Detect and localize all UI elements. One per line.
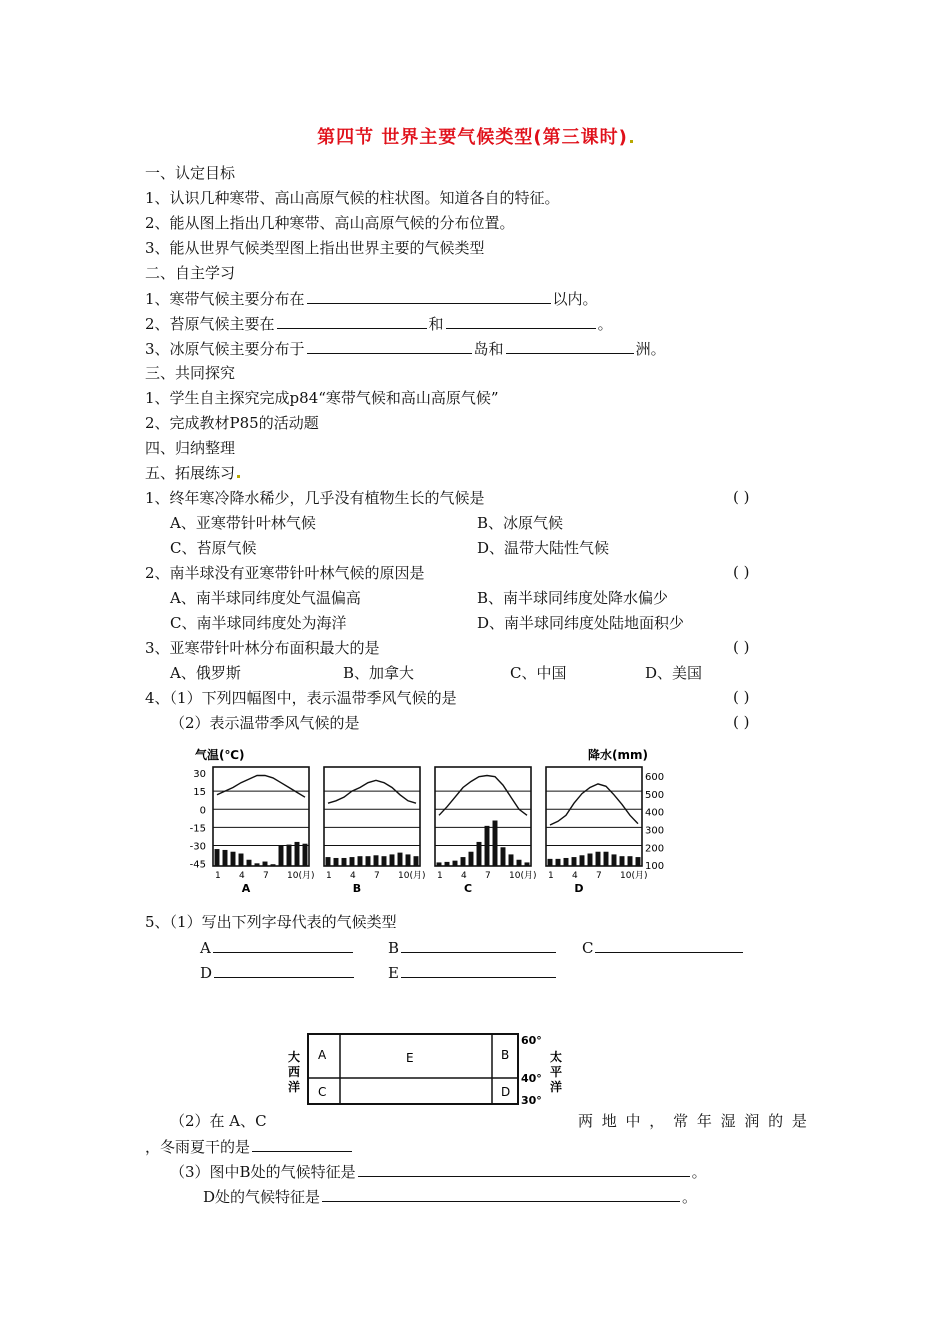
option: C、苔原气候 (170, 539, 257, 557)
climate-chart-B (324, 767, 425, 895)
question-5-part-3: （3）图中B处的气候特征是 。 (170, 1163, 707, 1181)
ocean-label: 西 (288, 1065, 301, 1079)
temp-tick-label: -30 (190, 841, 206, 853)
precip-bar (437, 862, 442, 866)
option: A、亚寒带针叶林气候 (170, 514, 316, 532)
chart-frame (546, 767, 642, 866)
precip-bar (596, 852, 601, 866)
cell-E: E (406, 1051, 414, 1065)
q-text: 洲。 (635, 340, 666, 358)
month-tick: 4 (461, 871, 467, 881)
option: B、加拿大 (343, 664, 415, 682)
precip-bar (334, 858, 339, 866)
lat-40: 40° (521, 1072, 542, 1085)
month-tick: 7 (374, 871, 380, 881)
precip-bar (366, 856, 371, 866)
answer-blank[interactable] (595, 937, 743, 953)
precip-bar (453, 861, 458, 866)
cell-A: A (318, 1048, 327, 1062)
climate-charts (190, 742, 670, 902)
question-5-part-2-line2: ，冬雨夏干的是 (145, 1136, 354, 1157)
climate-chart-A (213, 767, 314, 895)
cell-C: C (318, 1085, 327, 1099)
climate-chart-C (435, 767, 536, 895)
temp-tick-label: -15 (190, 823, 206, 835)
precip-bar (358, 856, 363, 866)
precip-bar (342, 858, 347, 866)
temp-tick-label: -45 (190, 859, 206, 871)
answer-blank[interactable] (213, 937, 353, 953)
answer-blank[interactable] (358, 1161, 690, 1177)
panel-label: A (241, 882, 251, 895)
precip-bar (509, 854, 514, 866)
precip-bar (493, 821, 498, 866)
precip-bar (398, 853, 403, 866)
goal-item-3: 3、能从世界气候类型图上指出世界主要的气候类型 (145, 239, 485, 257)
answer-B: B (388, 937, 558, 958)
answer-blank[interactable] (401, 937, 556, 953)
q-text: 2、苔原气候主要在 (145, 315, 275, 333)
precip-tick-label: 200 (645, 843, 665, 855)
climate-chart-D (546, 767, 647, 895)
answer-paren[interactable]: ( ) (733, 688, 750, 706)
section-4-heading: 四、归纳整理 (145, 439, 236, 457)
month-tick: 10(月) (509, 871, 537, 881)
left-axis-label: 气温(℃) (195, 748, 245, 762)
option: C、中国 (510, 664, 567, 682)
month-tick: 1 (326, 871, 332, 881)
option: A、俄罗斯 (170, 664, 241, 682)
precip-bar (525, 862, 530, 866)
answer-blank[interactable] (322, 1186, 680, 1202)
ocean-label: 太 (550, 1050, 563, 1064)
ocean-label: 大 (288, 1050, 301, 1064)
goal-item-1: 1、认识几种寒带、高山高原气候的柱状图。知道各自的特征。 (145, 189, 560, 207)
option: C、南半球同纬度处为海洋 (170, 614, 347, 632)
precip-bar (279, 845, 284, 866)
answer-blank[interactable] (506, 338, 634, 354)
month-tick: 7 (263, 871, 269, 881)
ocean-label: 洋 (550, 1080, 563, 1094)
q-text: 。 (597, 315, 613, 333)
precip-bar (517, 860, 522, 866)
question-5-part-2: （2）在 A、C (170, 1112, 267, 1130)
month-tick: 7 (596, 871, 602, 881)
precip-bar (445, 862, 450, 866)
temp-tick-label: 15 (193, 787, 206, 799)
study-question-3 (145, 338, 666, 359)
section-3-heading: 三、共同探究 (145, 364, 236, 382)
question-2: 2、南半球没有亚寒带针叶林气候的原因是 (145, 564, 425, 582)
precip-bar (501, 847, 506, 866)
option: D、温带大陆性气候 (477, 539, 610, 557)
precip-bar (239, 854, 244, 866)
right-axis-label: 降水(mm) (588, 748, 648, 762)
precip-bar (271, 864, 276, 866)
option: B、冰原气候 (477, 514, 564, 532)
precip-bar (382, 856, 387, 866)
precip-bar (390, 854, 395, 866)
page-title: 第四节 世界主要气候类型(第三课时) (0, 123, 950, 149)
precip-bar (628, 856, 633, 866)
precip-bar (572, 857, 577, 866)
ocean-label: 洋 (288, 1080, 301, 1094)
goal-item-2: 2、能从图上指出几种寒带、高山高原气候的分布位置。 (145, 214, 515, 232)
cell-B: B (501, 1048, 510, 1062)
study-question-2 (145, 313, 613, 334)
precip-bar (620, 856, 625, 866)
precip-bar (326, 857, 331, 866)
precip-bar (215, 849, 220, 866)
precip-bar (350, 857, 355, 866)
explore-item-1: 1、学生自主探究完成p84“寒带气候和高山高原气候” (145, 389, 499, 407)
precip-bar (588, 854, 593, 866)
precip-bar (612, 854, 617, 866)
stray-mark (630, 140, 633, 143)
precip-tick-label: 500 (645, 789, 665, 801)
answer-E: E (388, 962, 558, 983)
precip-bar (469, 852, 474, 866)
ocean-label: 平 (550, 1065, 563, 1079)
section-5-heading: 五、拓展练习 (145, 463, 240, 483)
q-text: 岛和 (473, 340, 504, 358)
month-tick: 1 (215, 871, 221, 881)
answer-C: C (582, 937, 745, 958)
answer-blank[interactable] (307, 288, 551, 304)
precip-bar (636, 857, 641, 866)
question-5-part-3b: D处的气候特征是 。 (203, 1188, 698, 1206)
answer-blank[interactable] (252, 1136, 352, 1152)
precip-bar (295, 842, 300, 866)
answer-D: D (200, 962, 356, 983)
precip-bar (580, 855, 585, 866)
precip-bar (303, 844, 308, 866)
precip-tick-label: 400 (645, 807, 665, 819)
cell-D: D (501, 1085, 511, 1099)
question-5-part-1: 5、（1）写出下列字母代表的气候类型 (145, 913, 397, 931)
month-tick: 10(月) (287, 871, 315, 881)
question-1: 1、终年寒冷降水稀少，几乎没有植物生长的气候是 (145, 489, 485, 507)
answer-blank[interactable] (307, 338, 472, 354)
precip-bar (374, 855, 379, 866)
precip-bar (263, 862, 268, 866)
answer-A: A (200, 937, 355, 958)
precip-bar (477, 842, 482, 866)
option: B、南半球同纬度处降水偏少 (477, 589, 669, 607)
precip-tick-label: 100 (645, 861, 665, 873)
precip-bar (604, 852, 609, 866)
answer-paren[interactable]: ( ) (733, 488, 750, 506)
question-5-part-2-cont: 两 地 中 ， 常 年 湿 润 的 是 (578, 1112, 809, 1130)
month-tick: 4 (239, 871, 245, 881)
precip-bar (414, 856, 419, 866)
precip-bar (406, 854, 411, 866)
answer-paren[interactable]: ( ) (733, 713, 750, 731)
option: D、南半球同纬度处陆地面积少 (477, 614, 685, 632)
month-tick: 7 (485, 871, 491, 881)
precip-bar (485, 826, 490, 866)
study-question-1 (145, 288, 598, 309)
lat-30: 30° (521, 1094, 542, 1107)
precip-tick-label: 600 (645, 771, 665, 783)
answer-blank[interactable] (446, 313, 596, 329)
q-text: 以内。 (552, 290, 598, 308)
precip-bar (231, 852, 236, 866)
month-tick: 4 (350, 871, 356, 881)
precip-bar (556, 859, 561, 866)
answer-blank[interactable] (214, 962, 354, 978)
month-tick: 1 (548, 871, 554, 881)
panel-label: D (574, 882, 584, 895)
continent-diagram (282, 1028, 572, 1110)
month-tick: 10(月) (620, 871, 648, 881)
section-2-heading: 二、自主学习 (145, 264, 236, 282)
chart-frame (435, 767, 531, 866)
option: A、南半球同纬度处气温偏高 (170, 589, 361, 607)
precip-bar (548, 859, 553, 866)
month-tick: 10(月) (398, 871, 426, 881)
precip-bar (461, 857, 466, 866)
question-3: 3、亚寒带针叶林分布面积最大的是 (145, 639, 380, 657)
precip-tick-label: 300 (645, 825, 665, 837)
month-tick: 1 (437, 871, 443, 881)
section-1-heading: 一、认定目标 (145, 164, 236, 182)
answer-blank[interactable] (277, 313, 427, 329)
panel-label: C (463, 882, 473, 895)
option: D、美国 (645, 664, 703, 682)
question-4-part-1: 4、（1）下列四幅图中，表示温带季风气候的是 (145, 689, 457, 707)
precip-bar (255, 863, 260, 866)
temp-tick-label: 30 (193, 769, 206, 781)
q-text: 3、冰原气候主要分布于 (145, 340, 305, 358)
precip-bar (223, 850, 228, 866)
lat-60: 60° (521, 1034, 542, 1047)
temp-tick-label: 0 (199, 805, 206, 817)
panel-label: B (352, 882, 362, 895)
precip-bar (287, 845, 292, 866)
q-text: 和 (428, 315, 444, 333)
month-tick: 4 (572, 871, 578, 881)
answer-paren[interactable]: ( ) (733, 638, 750, 656)
answer-blank[interactable] (401, 962, 556, 978)
precip-bar (247, 860, 252, 866)
precip-bar (564, 858, 569, 866)
q-text: 1、寒带气候主要分布在 (145, 290, 305, 308)
question-4-part-2: （2）表示温带季风气候的是 (170, 714, 360, 732)
explore-item-2: 2、完成教材P85的活动题 (145, 414, 319, 432)
answer-paren[interactable]: ( ) (733, 563, 750, 581)
